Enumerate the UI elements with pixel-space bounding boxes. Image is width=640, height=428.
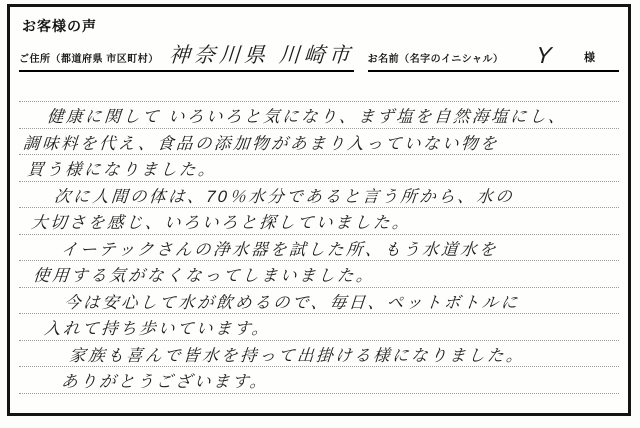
message-line-text: 調味料を代え、食品の添加物があまり入っていない物を bbox=[22, 134, 500, 153]
address-label: ご住所（都道府県 市区町村） bbox=[19, 54, 159, 65]
message-line-text: 使用する気がなくなってしまいました。 bbox=[32, 267, 376, 285]
message-line-text: ありがとうございます。 bbox=[60, 373, 270, 391]
name-label: お名前（名字のイニシャル） bbox=[367, 54, 504, 65]
message-line bbox=[19, 235, 619, 262]
address-field bbox=[19, 39, 354, 72]
message-line bbox=[19, 288, 619, 315]
message-line bbox=[19, 208, 619, 235]
message-line-text: 今は安心して水が飲めるので、毎日、ペットボトルに bbox=[63, 293, 521, 312]
message-area bbox=[19, 72, 619, 394]
message-line-text: 入れて持ち歩いています。 bbox=[43, 320, 272, 338]
message-line-text: 次に人間の体は、70％水分であると言う所から、水の bbox=[53, 187, 516, 206]
form-title: お客様の声 bbox=[22, 18, 97, 34]
honorific-label: 様 bbox=[584, 52, 595, 64]
form-fields-row bbox=[19, 39, 619, 72]
message-line bbox=[19, 182, 619, 209]
name-field bbox=[368, 39, 619, 72]
message-line-text: 健康に関して いろいろと気になり、まず塩を自然海塩にし、 bbox=[46, 108, 568, 126]
customer-feedback-form bbox=[7, 4, 631, 416]
message-line bbox=[19, 102, 619, 129]
message-line-text: 家族も喜んで皆水を持って出掛ける様になりました。 bbox=[68, 346, 526, 365]
message-line bbox=[19, 129, 619, 156]
message-line bbox=[19, 155, 619, 182]
message-line-text: 大切さを感じ、いろいろと探していました。 bbox=[30, 214, 412, 232]
message-line-text: イーテックさんの浄水器を試した所、もう水道水を bbox=[60, 240, 499, 259]
address-value: 神奈川県 川崎市 bbox=[167, 44, 355, 67]
message-line bbox=[19, 367, 619, 394]
message-line bbox=[19, 314, 619, 341]
message-line bbox=[19, 341, 619, 368]
ruled-line-blank bbox=[19, 72, 619, 102]
name-value: Y bbox=[535, 42, 553, 68]
message-line-text: 買う様になりました。 bbox=[26, 161, 218, 179]
message-line bbox=[19, 261, 619, 288]
